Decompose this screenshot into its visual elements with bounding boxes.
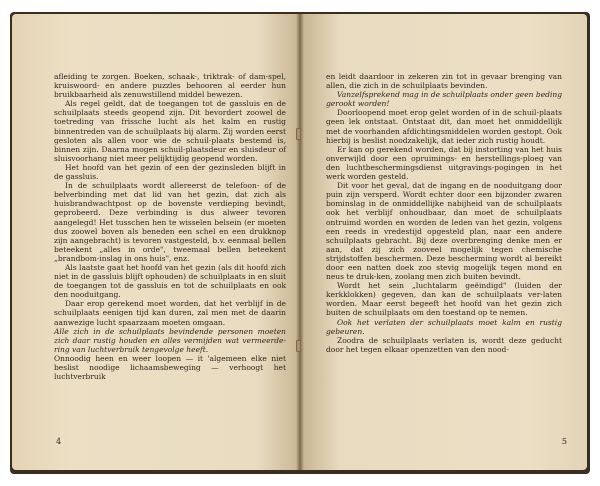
left-page — [12, 14, 300, 470]
paragraph: en leidt daardoor in zekeren zin tot in gevaar brenging van allen, die zich in de schuilplaats bevinden. — [326, 72, 562, 91]
paragraph: afleiding te zorgen. Boeken, schaak-, triktrak- of dam-spel, kruiswoord- en andere puzzles behooren al eerder hun bruikbaarheid als zenuwstillend middel bewezen. — [54, 72, 286, 100]
paragraph: Ook het verlaten der schuilplaats moet kalm en rustig gebeuren. — [326, 317, 562, 336]
paragraph: Als laatste gaat het hoofd van het gezin (als dit hoofd zich niet in de gassluis blijft ophouden) de schuilplaats in en sluit de toegangen tot de gassluis en tot de schuilplaats en ook den nooduitgang. — [54, 262, 286, 300]
right-page — [300, 14, 587, 470]
paragraph: Zoodra de schuilplaats verlaten is, wordt deze geducht door het tegen elkaar openzetten van den nood- — [326, 335, 562, 354]
left-page-text — [54, 72, 286, 381]
paragraph: Er kan op gerekend worden, dat bij instorting van het huis onverwijld door een opruimings- en herstellings-ploeg van den luchtbeschermingsdienst uitgravings-pogingen in het werk worden gesteld. — [326, 144, 562, 182]
book-gutter — [296, 14, 304, 470]
left-page-number: 4 — [56, 437, 62, 446]
paragraph: Onnoodig heen en weer loopen — it 'algemeen elke niet beslist noodige lichaamsbeweging — verhoogt het luchtverbruik — [54, 353, 286, 382]
right-page-text — [326, 72, 562, 354]
paragraph: Als regel geldt, dat de toegangen tot de gassluis en de schuilplaats steeds geopend zijn. Dit bevordert zoowel de toetreding van frissche lucht als het kalm en rustig binnentreden van de schuilplaats bij alarm. Zij worden eerst gesloten als allen voor wie de schuil-plaats bestemd is, binnen zijn. Daarna mogen schuil-plaatsdeur en sluisdeur of sluisvoorhang niet meer pelijktijdig geopend worden. — [54, 99, 286, 163]
paragraph: Dit voor het geval, dat de ingang en de nooduitgang door puin zijn versperd. Wordt echter door een bijzonder zwaren bominslag in de onmiddellijke nabijheid van de schuilplaats ook het verblijf onhoudbaar, dan moet de schuilplaats ontruimd worden en worden de leden van het gezin, volgens een reeds in vredestijd opgesteld plan, naar een andere schuilplaats gebracht. Bij deze overbrenging denke men er aan, dat zij zich zooveel mogelijk tegen chemische strijdstoffen beschermen. Deze bescherming wordt al bereikt door een natten doek zoo stevig mogelijk tegen mond en neus te druk-ken, zoolang men zich buiten bevindt. — [326, 181, 562, 282]
right-page-number: 5 — [561, 437, 567, 446]
staple-top — [296, 128, 301, 140]
paragraph: Daar erop gerekend moet worden, dat het verblijf in de schuilplaats eenigen tijd kan duren, zal men met de daarin aanwezige lucht spaarzaam moeten omgaan. — [54, 299, 286, 327]
paragraph: Vanzelfsprekend mag in de schuilplaats onder geen beding gerookt worden! — [326, 90, 562, 109]
paragraph: In de schuilplaats wordt allereerst de telefoon- of de belverbinding met dat lid van het gezin, dat zich als huisbrandwachtpost op de bovenste verdieping bevindt, geprobeerd. Deze verbinding is dus alweer tevoren aangelegd! Het tusschen hen te wisselen belsein (er moeten dus zoowel boven als beneden een schel en een drukknop zijn aangebracht) is tevoren vastgesteld, b.v. eenmaal bellen beteekent „alles in orde", tweemaal bellen beteekent „brandbom-inslag in ons huis", enz. — [54, 181, 286, 263]
paragraph: Alle zich in de schuilplaats bevindende personen moeten zich daar rustig houden en alles vermijden wat vermeerde-ring van luchtverbruik tengevolge heeft. — [54, 326, 286, 354]
paragraph: Het hoofd van het gezin of een der gezinsleden blijft in de gassluis. — [54, 162, 286, 182]
paragraph: Wordt het sein „luchtalarm geëindigd" (luiden der kerkklokken) gegeven, dan kan de schuilplaats ver-laten worden. Maar eerst begeeft het hoofd van het gezin zich buiten de schuilplaats om den toestand op te nemen. — [326, 281, 562, 318]
staple-bottom — [296, 340, 301, 352]
paragraph: Doorloopend moet erop gelet worden of in de schuil-plaats geen lek ontstaat. Ontstaat dit, dan moet het onmiddellijk met de voorhanden afdichtingsmiddelen worden gestopt. Ook hierbij is beslist noodzakelijk, dat ieder zich rustig houdt. — [326, 108, 562, 145]
